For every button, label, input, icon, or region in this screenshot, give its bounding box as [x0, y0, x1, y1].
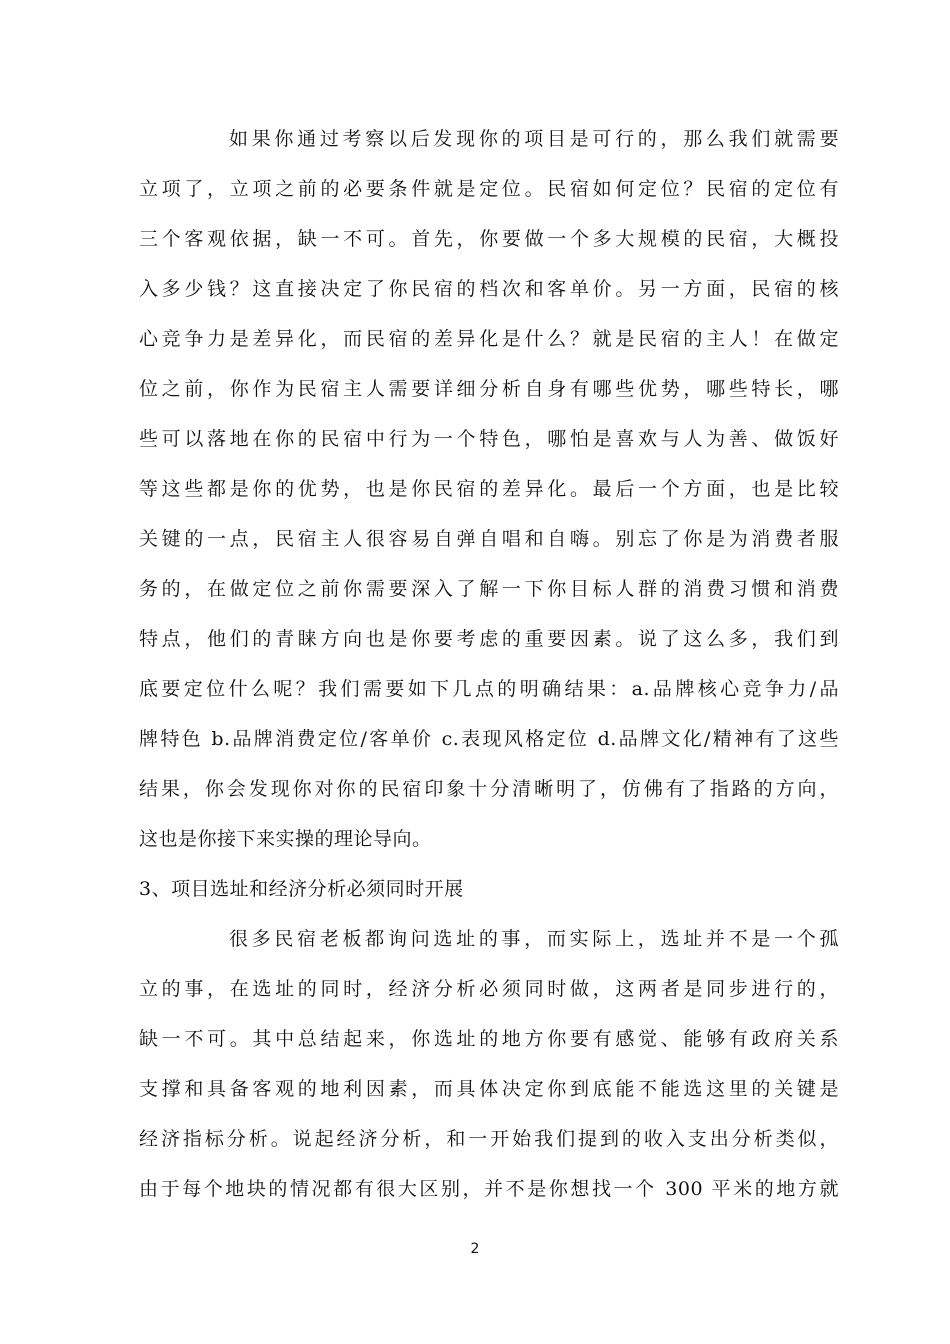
paragraph-1-line-6: 位之前，你作为民宿主人需要详细分析自身有哪些优势，哪些特长，哪: [139, 378, 839, 400]
paragraph-2-line-1: 很多民宿老板都询问选址的事，而实际上，选址并不是一个孤: [229, 928, 839, 950]
paragraph-1-line-4: 入多少钱？这直接决定了你民宿的档次和客单价。另一方面，民宿的核: [139, 278, 839, 300]
paragraph-1-line-2: 立项了，立项之前的必要条件就是定位。民宿如何定位？民宿的定位有: [139, 178, 839, 200]
paragraph-1-line-8: 等这些都是你的优势，也是你民宿的差异化。最后一个方面，也是比较: [139, 478, 839, 500]
paragraph-2-line-4: 支撑和具备客观的地利因素，而具体决定你到底能不能选这里的关键是: [139, 1078, 839, 1100]
paragraph-2-line-3: 缺一不可。其中总结起来，你选址的地方你要有感觉、能够有政府关系: [139, 1028, 839, 1050]
paragraph-1-line-12: 底要定位什么呢？我们需要如下几点的明确结果：a.品牌核心竞争力/品: [139, 678, 839, 700]
paragraph-1-line-7: 些可以落地在你的民宿中行为一个特色，哪怕是喜欢与人为善、做饭好: [139, 428, 839, 450]
paragraph-1-line-11: 特点，他们的青睐方向也是你要考虑的重要因素。说了这么多，我们到: [139, 628, 839, 650]
paragraph-2-line-5: 经济指标分析。说起经济分析，和一开始我们提到的收入支出分析类似，: [139, 1128, 839, 1150]
section-heading: 3、项目选址和经济分析必须同时开展: [139, 878, 464, 900]
paragraph-1-line-9: 关键的一点，民宿主人很容易自弹自唱和自嗨。别忘了你是为消费者服: [139, 528, 839, 550]
paragraph-1-line-1: 如果你通过考察以后发现你的项目是可行的，那么我们就需要: [229, 128, 839, 150]
paragraph-1-line-14: 结果，你会发现你对你的民宿印象十分清晰明了，仿佛有了指路的方向，: [139, 778, 839, 800]
paragraph-1-line-5: 心竞争力是差异化，而民宿的差异化是什么？就是民宿的主人！在做定: [139, 328, 839, 350]
page-number: 2: [470, 1241, 480, 1257]
paragraph-1-line-3: 三个客观依据，缺一不可。首先，你要做一个多大规模的民宿，大概投: [139, 228, 839, 250]
paragraph-2-line-6: 由于每个地块的情况都有很大区别，并不是你想找一个 300 平米的地方就: [139, 1178, 839, 1200]
paragraph-2-line-2: 立的事，在选址的同时，经济分析必须同时做，这两者是同步进行的，: [139, 978, 839, 1000]
paragraph-1-line-10: 务的，在做定位之前你需要深入了解一下你目标人群的消费习惯和消费: [139, 578, 839, 600]
paragraph-1-line-13: 牌特色 b.品牌消费定位/客单价 c.表现风格定位 d.品牌文化/精神有了这些: [139, 728, 839, 750]
paragraph-1-line-15: 这也是你接下来实操的理论导向。: [139, 828, 432, 850]
